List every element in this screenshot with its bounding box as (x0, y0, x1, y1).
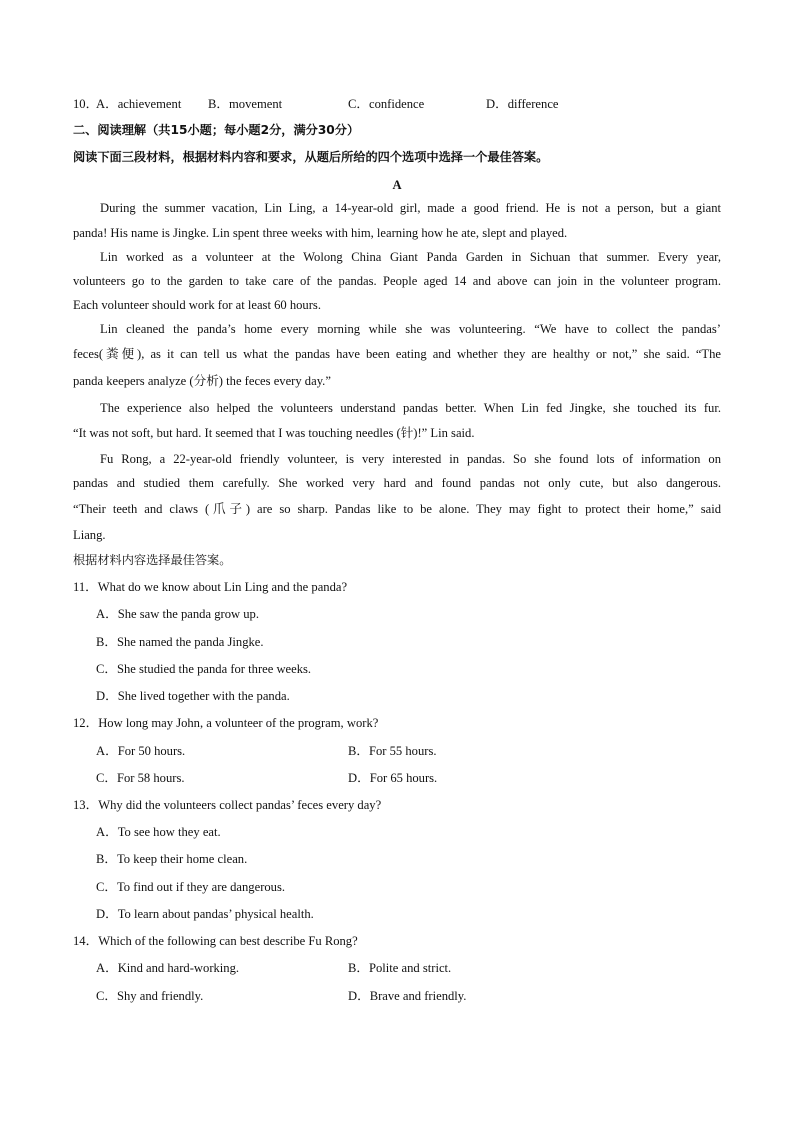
p2-line2: volunteers go to the garden to take care of the pandas. People aged 14 and above can join in the volunteer program. (73, 274, 721, 288)
q13-option-a: A．To see how they eat. (96, 825, 221, 839)
q13-option-b: B．To keep their home clean. (96, 852, 248, 866)
p5-line2: pandas and studied them carefully. She worked very hard and found pandas not only cute, but also dangerous. (73, 476, 721, 490)
p3-line2: feces(粪便), as it can tell us what the pandas have been eating and whether they are healthy or not,” she said. “The (73, 347, 721, 361)
q11-option-a: A．She saw the panda grow up. (96, 607, 259, 621)
p5-line3: “Their teeth and claws (爪子) are so sharp. Pandas like to be alone. They may fight to protect their home,” said (73, 502, 721, 516)
q10-option-a: A．achievement (96, 97, 182, 111)
questions-intro: 根据材料内容选择最佳答案。 (73, 553, 232, 567)
q12-option-a: A．For 50 hours. (96, 744, 186, 758)
p4-line1: The experience also helped the volunteers understand pandas better. When Lin fed Jingke, she touched its fur. (100, 401, 721, 415)
q13-option-d: D．To learn about pandas’ physical health. (96, 907, 314, 921)
q10-option-c: C．confidence (348, 97, 425, 111)
q10-option-d: D．difference (486, 97, 559, 111)
q11-option-c: C．She studied the panda for three weeks. (96, 662, 312, 676)
p2-line1: Lin worked as a volunteer at the Wolong China Giant Panda Garden in Sichuan that summer. Every year, (100, 250, 721, 264)
q12-option-b: B．For 55 hours. (348, 744, 437, 758)
q14-option-a: A．Kind and hard-working. (96, 961, 240, 975)
q12-stem: 12．How long may John, a volunteer of the program, work? (73, 716, 379, 730)
p5-line1: Fu Rong, a 22-year-old friendly volunteer, is very interested in pandas. So she found lots of information on (100, 452, 721, 466)
q10-number: 10． (73, 97, 99, 111)
p5-line4: Liang. (73, 528, 106, 542)
q11-option-b: B．She named the panda Jingke. (96, 635, 264, 649)
q14-option-b: B．Polite and strict. (348, 961, 452, 975)
q14-option-c: C．Shy and friendly. (96, 989, 204, 1003)
q11-option-d: D．She lived together with the panda. (96, 689, 290, 703)
q11-stem: 11．What do we know about Lin Ling and the panda? (73, 580, 348, 594)
p1-line2: panda! His name is Jingke. Lin spent three weeks with him, learning how he ate, slept and played. (73, 226, 568, 240)
p2-line3: Each volunteer should work for at least 60 hours. (73, 298, 321, 312)
passage-label: A (392, 178, 402, 192)
q12-option-d: D．For 65 hours. (348, 771, 438, 785)
q10-option-b: B．movement (208, 97, 283, 111)
p3-line1: Lin cleaned the panda’s home every morning while she was volunteering. “We have to collect the pandas’ (100, 322, 721, 336)
p3-line3: panda keepers analyze (分析) the feces every day.” (73, 374, 331, 388)
section-heading: 二、阅读理解（共15小题；每小题2分，满分30分） (73, 123, 360, 137)
q13-option-c: C．To find out if they are dangerous. (96, 880, 286, 894)
p4-line2: “It was not soft, but hard. It seemed that I was touching needles (针)!” Lin said. (73, 426, 475, 440)
q12-option-c: C．For 58 hours. (96, 771, 185, 785)
p1-line1: During the summer vacation, Lin Ling, a 14-year-old girl, made a good friend. He is not a person, but a giant (100, 201, 721, 215)
q13-stem: 13．Why did the volunteers collect pandas’ feces every day? (73, 798, 382, 812)
q14-stem: 14．Which of the following can best describe Fu Rong? (73, 934, 358, 948)
section-instruction: 阅读下面三段材料，根据材料内容和要求，从题后所给的四个选项中选择一个最佳答案。 (73, 150, 549, 164)
q14-option-d: D．Brave and friendly. (348, 989, 467, 1003)
